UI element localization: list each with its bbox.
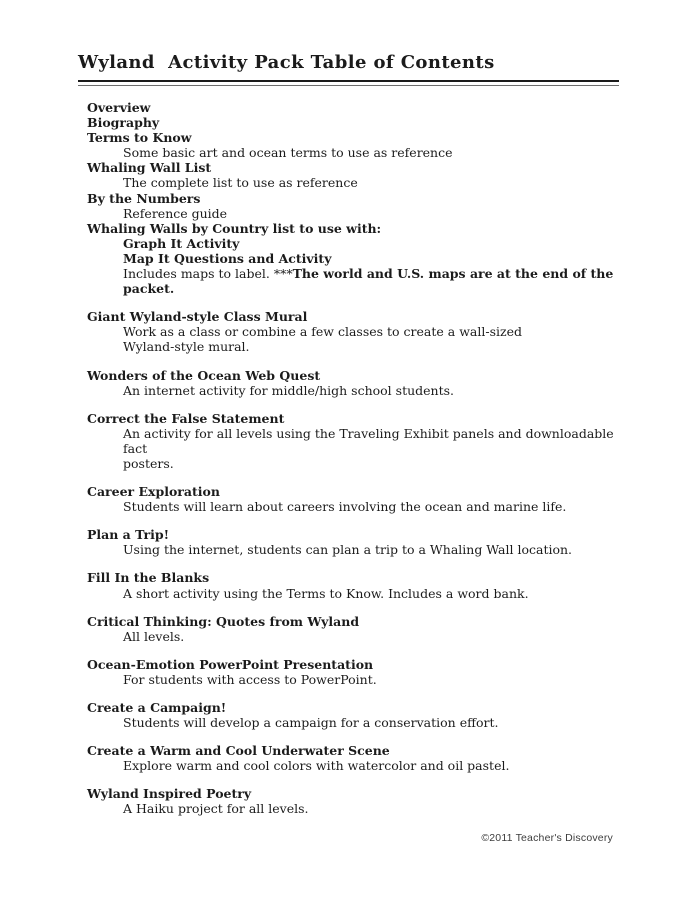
toc-entry-title	[87, 368, 635, 383]
toc-text: Reference guide	[123, 205, 228, 221]
toc-entry-title	[87, 786, 635, 801]
toc-block	[87, 309, 635, 354]
toc-text: Students will learn about careers involving the ocean and marine life.	[123, 499, 567, 515]
toc-entry-title	[87, 527, 635, 542]
toc-text: Terms to Know	[87, 130, 192, 146]
toc-text: Whaling Walls by Country list to use with:	[87, 220, 382, 236]
toc-text: Some basic art and ocean terms to use as reference	[123, 145, 453, 161]
toc-description-line	[87, 758, 635, 773]
toc-entry-title	[87, 614, 635, 629]
toc-description-line	[87, 542, 635, 557]
toc-entry-title	[87, 100, 635, 115]
toc-text: Wonders of the Ocean Web Quest	[87, 367, 321, 383]
toc-text: Map It Questions and Activity	[123, 250, 332, 266]
toc-description-line	[87, 629, 635, 644]
toc-subentry-title	[87, 251, 635, 266]
toc-block	[87, 100, 635, 296]
toc-text: Critical Thinking: Quotes from Wyland	[87, 613, 360, 629]
toc-text: Using the internet, students can plan a trip to a Whaling Wall location.	[123, 542, 573, 558]
toc-entry-title	[87, 191, 635, 206]
toc-entry-title	[87, 160, 635, 175]
toc-block	[87, 700, 635, 730]
toc-entry-title	[87, 743, 635, 758]
toc-text: A short activity using the Terms to Know. Includes a word bank.	[123, 585, 529, 601]
toc-block	[87, 570, 635, 600]
toc-description-line	[87, 324, 635, 339]
copyright-notice: ©2011 Teacher's Discovery	[481, 832, 613, 844]
toc-description-line	[87, 499, 635, 514]
toc-text: Includes maps to label. ***	[123, 266, 293, 282]
toc-description-line	[87, 206, 635, 221]
toc-description-line	[87, 426, 635, 456]
toc-block	[87, 657, 635, 687]
toc-description-line	[87, 175, 635, 190]
toc-text: Biography	[87, 115, 160, 131]
toc-description-line	[87, 383, 635, 398]
toc-text: An internet activity for middle/high school students.	[123, 382, 455, 398]
toc-entry-title	[87, 221, 635, 236]
toc	[87, 100, 635, 817]
toc-subentry-title	[87, 236, 635, 251]
toc-text: Ocean-Emotion PowerPoint Presentation	[87, 656, 374, 672]
toc-block	[87, 484, 635, 514]
toc-description-line	[87, 339, 635, 354]
toc-entry-title	[87, 411, 635, 426]
toc-description-line	[87, 586, 635, 601]
toc-text: All levels.	[123, 628, 185, 644]
toc-description-line	[87, 672, 635, 687]
toc-block	[87, 786, 635, 816]
page-title: Wyland Activity Pack Table of Contents	[78, 52, 495, 73]
toc-text: Work as a class or combine a few classes to create a wall-sized	[123, 324, 522, 340]
toc-text: Overview	[87, 100, 151, 115]
toc-text: Create a Campaign!	[87, 700, 227, 715]
toc-description-line	[87, 266, 635, 296]
toc-text: A Haiku project for all levels.	[123, 801, 309, 817]
toc-text: The complete list to use as reference	[123, 175, 358, 191]
toc-entry-title	[87, 115, 635, 130]
toc-entry-title	[87, 700, 635, 715]
toc-text: Wyland-style mural.	[123, 339, 250, 355]
toc-text: For students with access to PowerPoint.	[123, 671, 377, 687]
toc-text: Career Exploration	[87, 484, 220, 500]
toc-text: Plan a Trip!	[87, 527, 170, 543]
toc-text: Whaling Wall List	[87, 160, 212, 176]
toc-text: Create a Warm and Cool Underwater Scene	[87, 743, 390, 759]
toc-block	[87, 743, 635, 773]
toc-text: The world and U.S. maps are at the end of the packet.	[123, 266, 618, 297]
toc-text: Students will develop a campaign for a conservation effort.	[123, 715, 499, 731]
toc-text: Graph It Activity	[123, 235, 240, 251]
toc-description-line	[87, 801, 635, 816]
toc-description-line	[87, 715, 635, 730]
toc-entry-title	[87, 484, 635, 499]
title-double-rule	[78, 80, 619, 86]
toc-block	[87, 527, 635, 557]
toc-text: Explore warm and cool colors with watercolor and oil pastel.	[123, 758, 510, 774]
toc-entry-title	[87, 309, 635, 324]
toc-block	[87, 368, 635, 398]
toc-entry-title	[87, 130, 635, 145]
toc-text: An activity for all levels using the Traveling Exhibit panels and downloadable fact	[123, 425, 618, 456]
toc-text: Giant Wyland-style Class Mural	[87, 309, 308, 325]
toc-entry-title	[87, 570, 635, 585]
toc-text: Fill In the Blanks	[87, 570, 210, 586]
toc-block	[87, 411, 635, 471]
toc-entry-title	[87, 657, 635, 672]
toc-text: Correct the False Statement	[87, 410, 285, 426]
toc-text: Wyland Inspired Poetry	[87, 786, 252, 802]
toc-text: By the Numbers	[87, 190, 201, 206]
toc-block	[87, 614, 635, 644]
toc-text: posters.	[123, 455, 174, 471]
toc-description-line	[87, 145, 635, 160]
toc-description-line	[87, 456, 635, 471]
